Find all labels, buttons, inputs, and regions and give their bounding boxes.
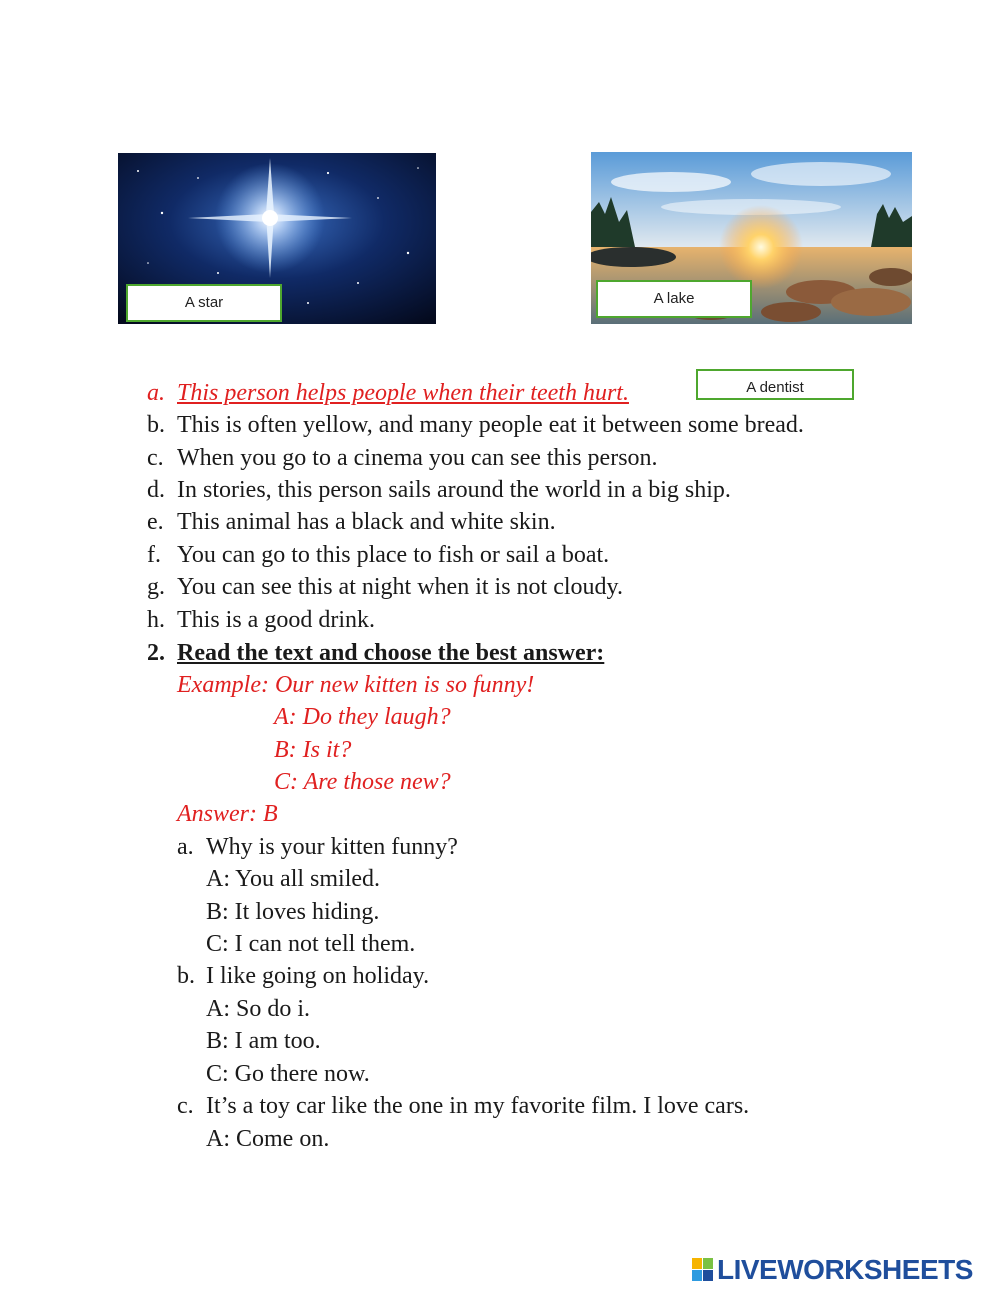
list-marker: f.: [147, 542, 161, 568]
brand-blocks-icon: [692, 1258, 714, 1282]
list-item: This is a good drink.: [177, 607, 375, 633]
question-text: I like going on holiday.: [206, 963, 430, 989]
brand-name: LIVEWORKSHEETS: [717, 1254, 973, 1285]
list-item: This animal has a black and white skin.: [177, 509, 556, 535]
question-text: It’s a toy car like the one in my favorite film. I love cars.: [206, 1093, 750, 1119]
answer-box-dentist[interactable]: A dentist: [696, 369, 854, 400]
example-answer: Answer: B: [177, 801, 278, 827]
list-item: When you go to a cinema you can see this person.: [177, 445, 658, 471]
answer-option[interactable]: C: Go there now.: [206, 1061, 370, 1087]
list-marker: b.: [147, 412, 165, 438]
star-label[interactable]: A star: [126, 284, 282, 322]
section2-heading: Read the text and choose the best answer:: [177, 640, 605, 666]
question-text: Why is your kitten funny?: [206, 834, 458, 860]
list-marker: a.: [147, 380, 165, 406]
question-marker: c.: [177, 1093, 194, 1119]
answer-option[interactable]: B: It loves hiding.: [206, 899, 380, 925]
list-marker: e.: [147, 509, 164, 535]
example-option: C: Are those new?: [274, 769, 451, 795]
answer-option[interactable]: C: I can not tell them.: [206, 931, 416, 957]
answer-option[interactable]: A: Come on.: [206, 1126, 330, 1152]
list-marker: d.: [147, 477, 165, 503]
example-option: A: Do they laugh?: [274, 704, 451, 730]
question-marker: b.: [177, 963, 195, 989]
example-prompt: Example: Our new kitten is so funny!: [177, 672, 535, 698]
list-marker: g.: [147, 574, 165, 600]
section2-number: 2.: [147, 640, 165, 666]
lake-image: [591, 152, 912, 324]
list-item: You can see this at night when it is not cloudy.: [177, 574, 623, 600]
question-marker: a.: [177, 834, 194, 860]
list-marker: c.: [147, 445, 164, 471]
list-item: This is often yellow, and many people eat it between some bread.: [177, 412, 804, 438]
answer-option[interactable]: A: So do i.: [206, 996, 311, 1022]
list-item: You can go to this place to fish or sail a boat.: [177, 542, 610, 568]
lake-label[interactable]: A lake: [596, 280, 752, 318]
star-image: [118, 153, 436, 324]
answer-option[interactable]: B: I am too.: [206, 1028, 321, 1054]
list-item: In stories, this person sails around the world in a big ship.: [177, 477, 731, 503]
example-option: B: Is it?: [274, 737, 352, 763]
list-marker: h.: [147, 607, 165, 633]
answer-option[interactable]: A: You all smiled.: [206, 866, 381, 892]
brand-logo: [692, 1254, 973, 1286]
list-item-example: This person helps people when their teeth hurt.: [177, 380, 629, 406]
